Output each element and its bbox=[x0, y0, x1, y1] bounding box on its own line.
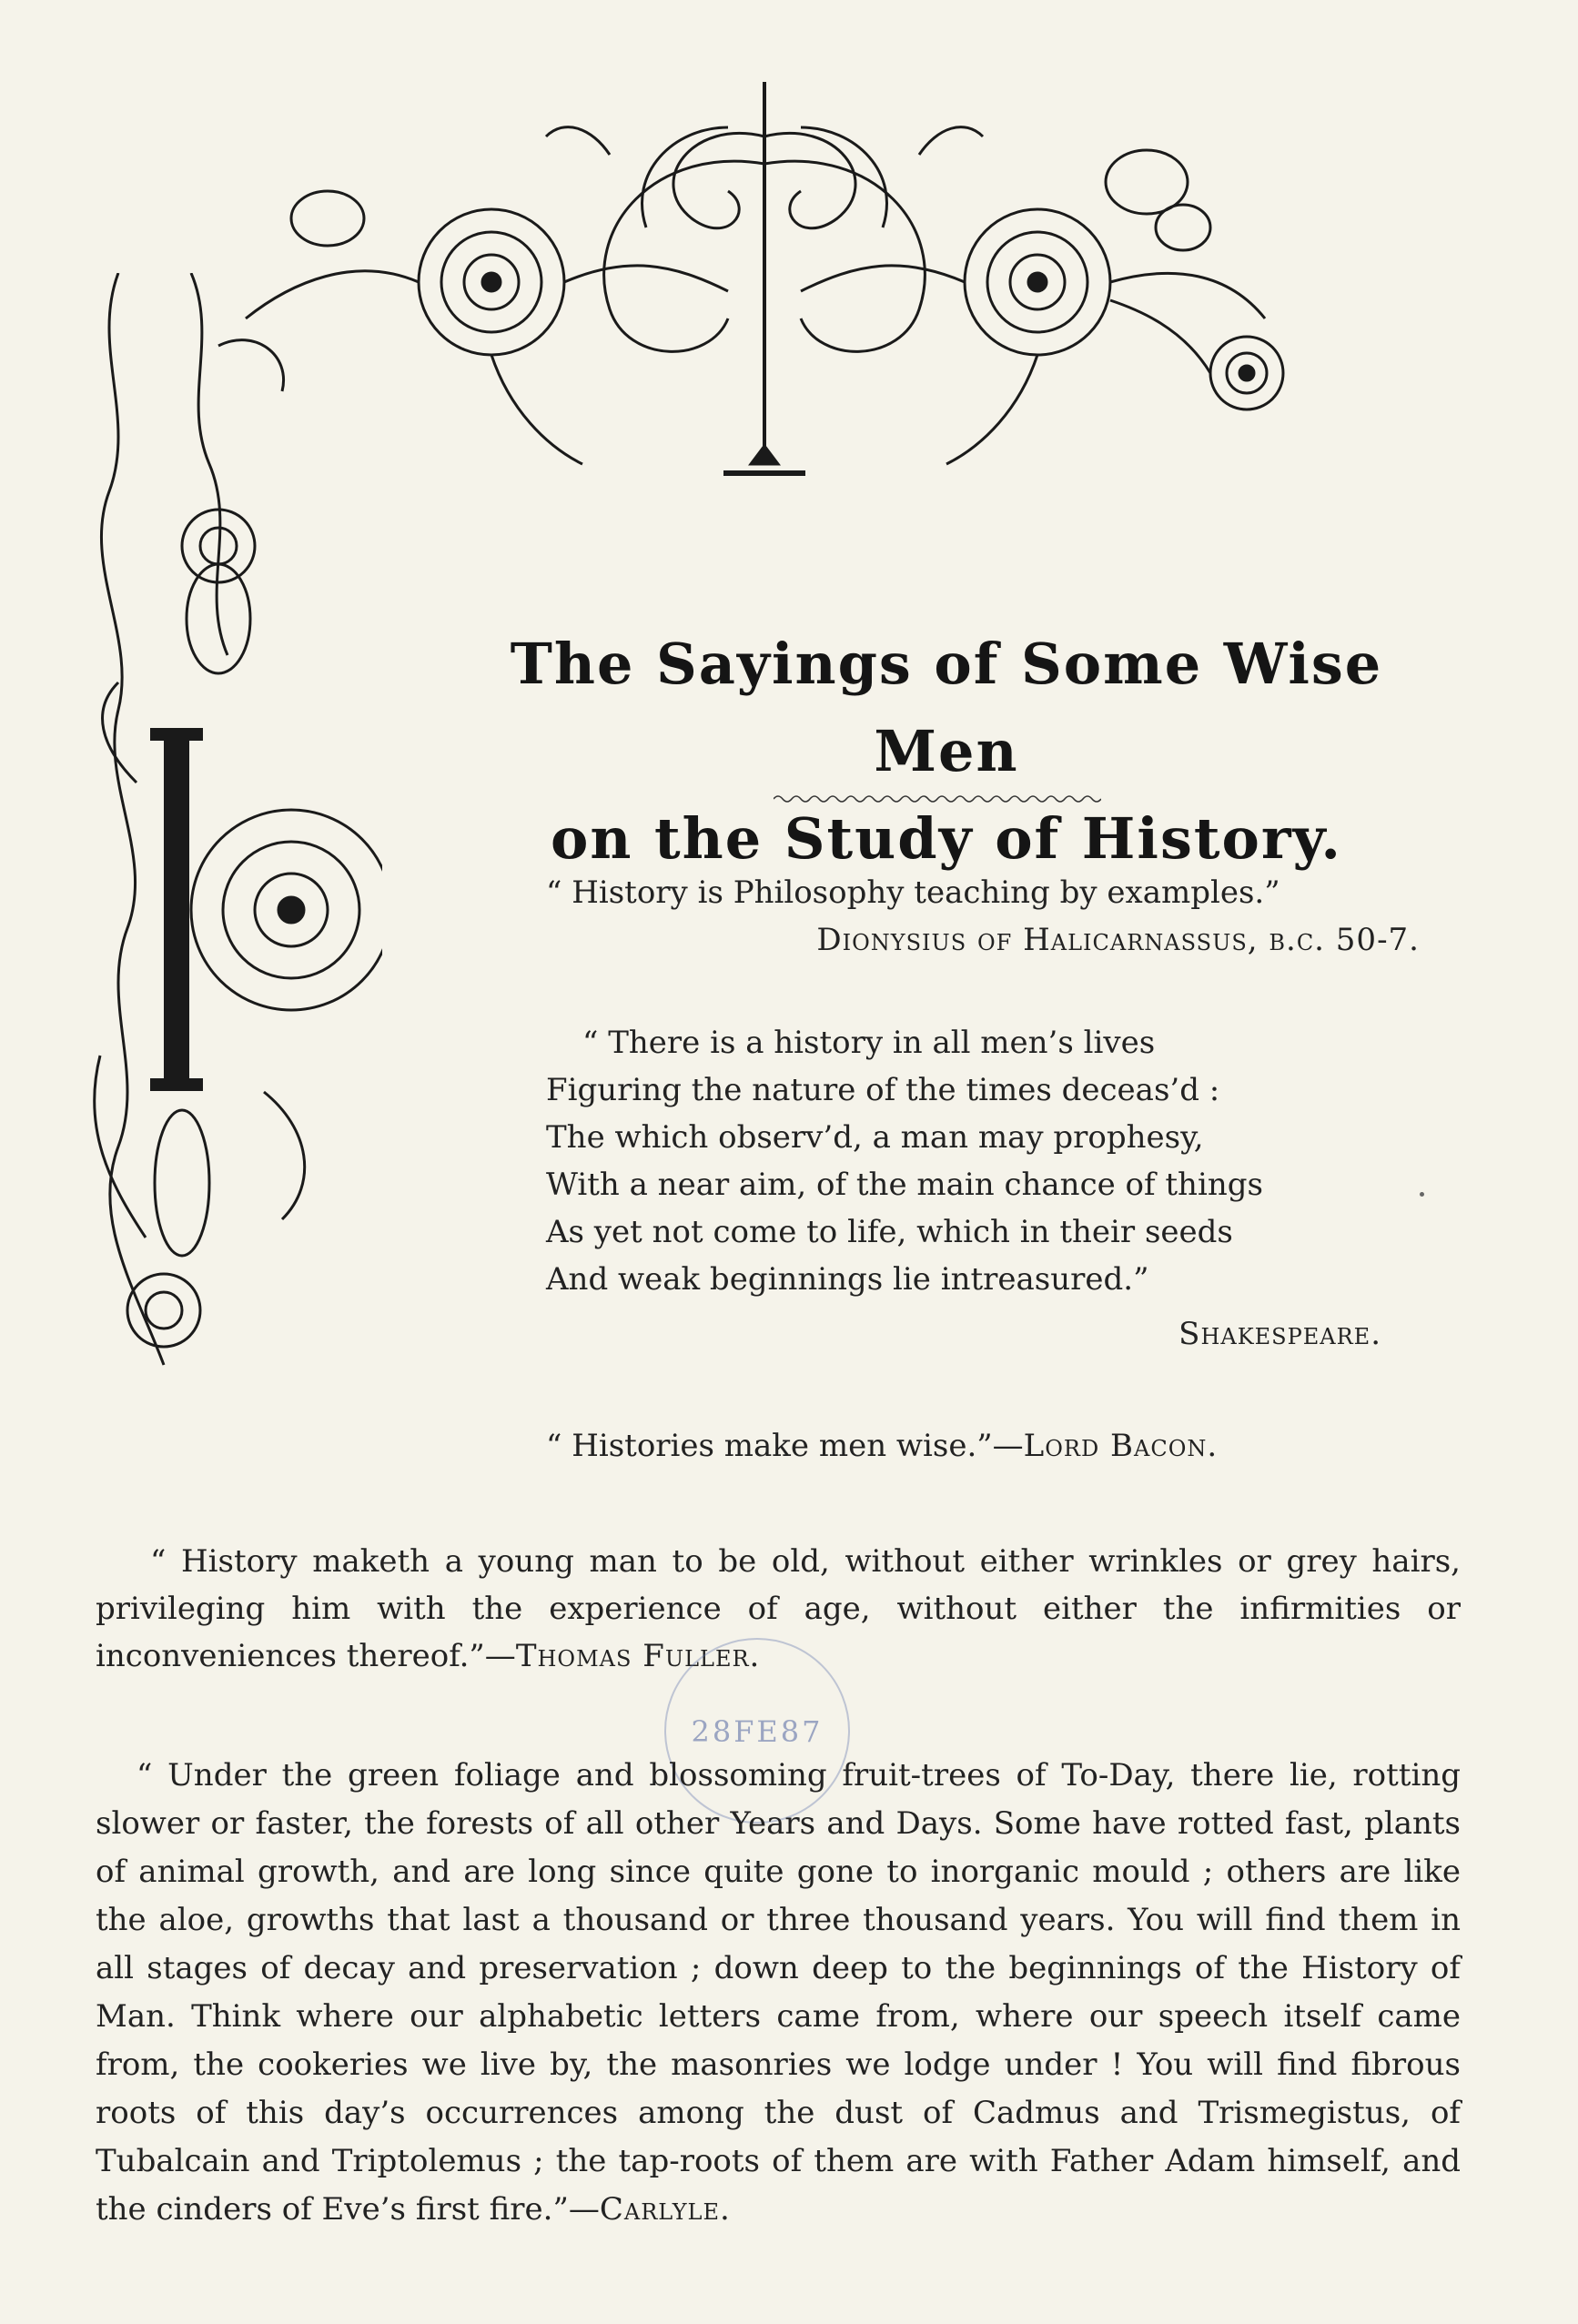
quote-text: “ History is Philosophy teaching by examples.” bbox=[546, 874, 1280, 911]
stamp-date: 28FE87 bbox=[691, 1714, 824, 1749]
wavy-divider bbox=[774, 790, 1101, 808]
quote-carlyle bbox=[96, 1752, 1461, 2234]
top-flourish-ornament bbox=[218, 64, 1310, 500]
quote-dionysius bbox=[546, 869, 1456, 964]
quote-attribution: Shakespeare. bbox=[1178, 1316, 1381, 1352]
quote-attribution: Dionysius of Halicarnassus, b.c. 50-7. bbox=[816, 922, 1420, 958]
quote-text: “ Histories make men wise.”— bbox=[546, 1428, 1024, 1464]
quote-attribution: Lord Bacon. bbox=[1023, 1428, 1219, 1464]
verse-line: The which observ’d, a man may prophesy, bbox=[546, 1119, 1204, 1156]
title-line-2: on the Study of History. bbox=[550, 804, 1342, 872]
side-vine-ornament bbox=[82, 273, 382, 1420]
quote-text: “ History maketh a young man to be old, without either wrinkles or grey hairs, privileging him with the experience of age, without either the infirmities or inconveniences thereof.”— bbox=[96, 1543, 1461, 1674]
verse-line: And weak beginnings lie intreasured.” bbox=[546, 1261, 1149, 1298]
page-title bbox=[428, 621, 1465, 883]
verse-line: As yet not come to life, which in their seeds bbox=[546, 1214, 1233, 1250]
title-line-1: The Sayings of Some Wise Men bbox=[510, 630, 1383, 784]
quote-paragraph bbox=[96, 1752, 1461, 2234]
quote-attribution: Thomas Fuller. bbox=[515, 1638, 761, 1674]
quote-attribution: Carlyle. bbox=[599, 2191, 731, 2228]
ink-speck bbox=[1420, 1192, 1424, 1197]
verse-line: Figuring the nature of the times deceas’d : bbox=[546, 1072, 1220, 1108]
verse-line: With a near aim, of the main chance of things bbox=[546, 1167, 1263, 1203]
quote-shakespeare bbox=[546, 1019, 1438, 1358]
quote-text: “ Under the green foliage and blossoming fruit-trees of To-Day, there lie, rotting slower or faster, the forests of all other Years and Days. Some have rotted fast, plants of animal growth, and are long since quite gone to inorganic mould ; others are like the aloe, growths that last a thousand or three thousand years. You will find them in all stages of decay and preservation ; down deep to the beginnings of the History of Man. Think where our alphabetic letters came from, where our speech itself came from, the cookeries we live by, the masonries we lodge under ! You will find fibrous roots of this day’s occurrences among the dust of Cadmus and Trismegistus, of Tubalcain and Triptolemus ; the tap-roots of them are with Father Adam himself, and the cinders of Eve’s first fire.”— bbox=[96, 1757, 1461, 2228]
quote-bacon bbox=[546, 1422, 1365, 1470]
verse-line: “ There is a history in all men’s lives bbox=[582, 1025, 1156, 1061]
